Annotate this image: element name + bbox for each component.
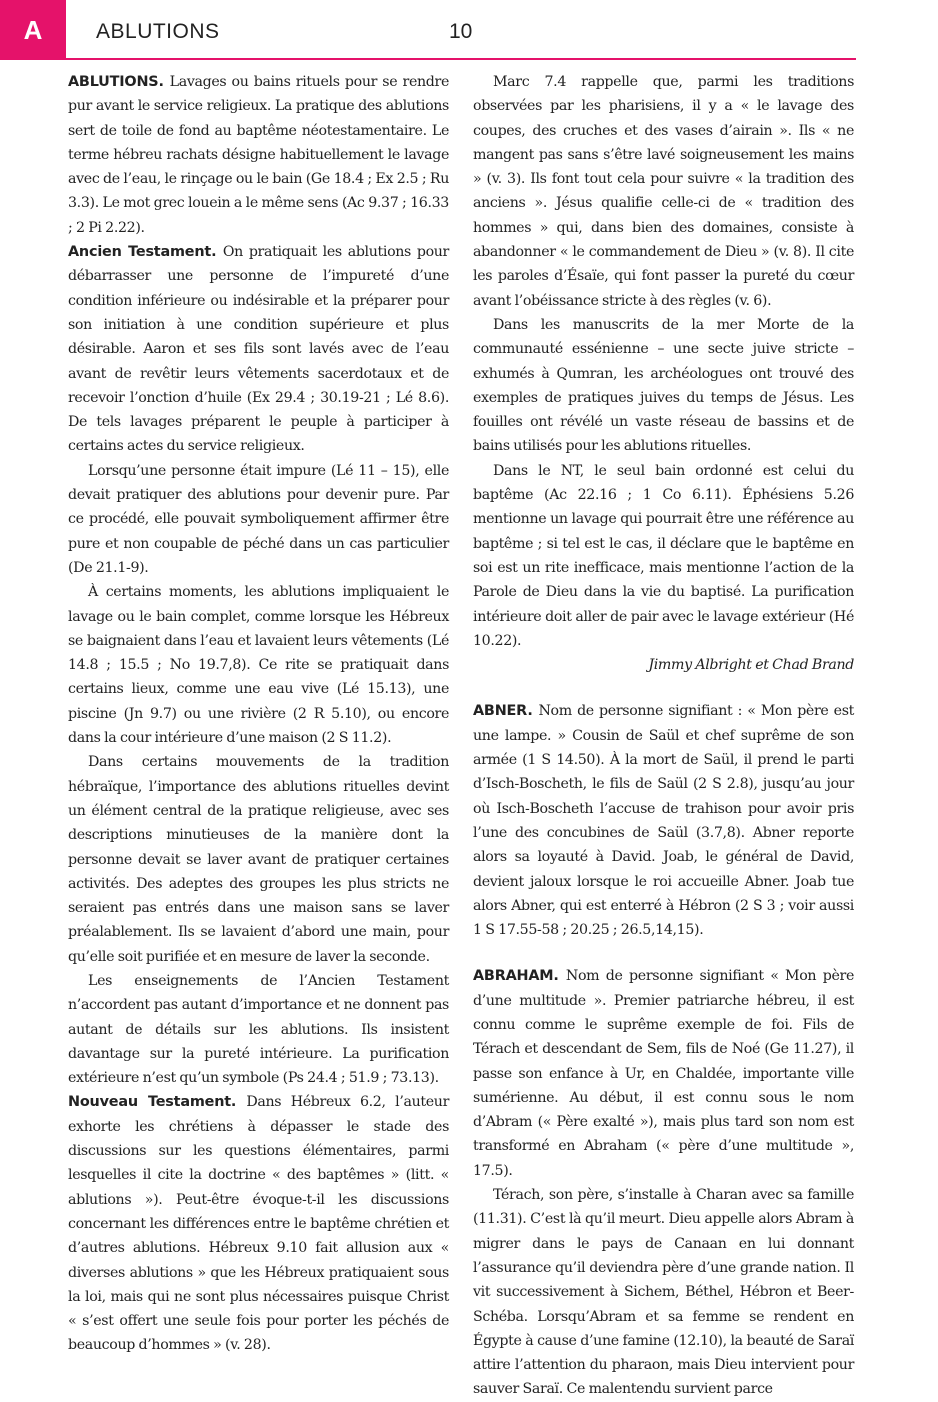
section-letter-tab: A [0, 0, 66, 60]
paragraph: Térach, son père, s’installe à Charan avec sa famille (11.31). C’est là qu’il meurt. Dieu appelle alors Abram à migrer dans le pays de Canaan en lui donnant l’assurance qu’il deviendra père d’une grande nation. Il vit successivement à Sichem, Béthel, Hébron et Beer-Schéba. Lorsqu’Abram et sa femme se rendent en Égypte à cause d’une famine (12.10), la beauté de Saraï attire l’attention du pharaon, mais Dieu intervient pour sauver Saraï. Ce malentendu survient parce [473, 1187, 854, 1398]
paragraph: Marc 7.4 rappelle que, parmi les traditions observées par les pharisiens, il y a « le lavage des coupes, des cruches et des vases d’airain ». Ils « ne mangent pas sans s’être lavé soigneusement les mains » (v. 3). Ils font tout cela pour suivre « la tradition des anciens ». Jésus qualifie celle-ci de « tradition des hommes » qui, dans bien des domaines, consiste à abandonner « le commandement de Dieu » (v. 8). Il cite les paroles d’Ésaïe, qui font passer la pureté du cœur avant l’obéissance stricte à des règles (v. 6). [473, 74, 854, 309]
paragraph: Dans certains mouvements de la tradition hébraïque, l’importance des ablutions rituelles devint un élément central de la pratique religieuse, avec ses descriptions minutieuses de la manière dont la personne devait se laver avant de pratiquer certaines activités. Des adeptes des groupes les plus stricts ne seraient pas entrés dans une maison sans se laver préalablement. Ils se lavaient d’abord une main, pour qu’elle soit purifiée et en mesure de laver la seconde. [68, 754, 449, 965]
running-header [0, 0, 938, 60]
entry-text: Lavages ou bains rituels pour se rendre pur avant le service religieux. La pratique des ablutions sert de toile de fond au baptême néotestamentaire. Le terme hébreu rachats désigne habituellement le lavage avec de l’eau, le rinçage ou le bain (Ge 18.4 ; Ex 2.5 ; Ru 3.3). Le mot grec louein a le même sens (Ac 9.37 ; 16.33 ; 2 Pi 2.22). [68, 74, 450, 236]
entry-abner [473, 699, 854, 942]
entry-text: Nom de personne signifiant : « Mon père est une lampe. » Cousin de Saül et chef suprême de son armée (1 S 14.50). À la mort de Saül, il prend le parti d’Isch-Boscheth, le fils de Saül (2 S 2.8), jusqu’au jour où Isch-Boscheth l’accuse de trahison pour avoir pris l’une des concubines de Saül (3.7,8). Abner reporte alors sa loyauté à David. Joab, le général de David, devient jaloux lorsque le roi accueille Abner. Joab tue alors Abner, qui est enterré à Hébron (2 S 3 ; voir aussi 1 S 17.55-58 ; 20.25 ; 26.5,14,15). [473, 703, 854, 939]
paragraph: Les enseignements de l’Ancien Testament n’accordent pas autant d’importance et ne donnent pas autant de détails sur les ablutions. Ils insistent davantage sur la pureté intérieure. La purification extérieure n’est qu’un symbole (Ps 24.4 ; 51.9 ; 73.13). [68, 972, 449, 1087]
headword-ablutions: ABLUTIONS. [68, 74, 164, 90]
author-credit: Jimmy Albright et Chad Brand [648, 657, 854, 674]
running-title: ABLUTIONS [96, 20, 220, 43]
entry-ablutions-intro [68, 70, 449, 240]
entry-text: Nom de personne signifiant « Mon père d’une multitude ». Premier patriarche hébreu, il est connu comme le suprême exemple de foi. Fils de Térach et descendant de Sem, fils de Noé (Ge 11.27), il passe son enfance à Ur, en Chaldée, importante ville sumérienne. Au début, il est connu sous le nom d’Abram (« Père exalté »), mais plus tard son nom est transformé en Abraham (« père d’une multitude », 17.5). [473, 968, 854, 1179]
paragraph-text: Dans Hébreux 6.2, l’auteur exhorte les chrétiens à dépasser le stade des discussions sur les questions élémentaires, parmi lesquelles il cite la doctrine « des baptêmes » (litt. « ablutions »). Peut-être évoque-t-il les discussions concernant les différences entre le baptême chrétien et d’autres ablutions. Hébreux 9.10 fait allusion aux « diverses ablutions » que les Hébreux pratiquaient sous la loi, mais qui ne sont plus nécessaires puisque Christ « s’est offert une seule fois pour porter les péchés de beaucoup d’hommes » (v. 28). [68, 1094, 450, 1354]
headword-abner: ABNER. [473, 703, 533, 720]
paragraph: Dans le NT, le seul bain ordonné est celui du baptême (Ac 22.16 ; 1 Co 6.11). Éphésiens 5.26 mentionne un lavage qui pourrait être une référence au baptême ; si tel est le cas, il déclare que le baptême en soi est un rite inefficace, mais mentionne l’action de la Parole de Dieu dans la vie du baptisé. La purification intérieure doit aller de pair avec le lavage extérieur (Hé 10.22). [473, 462, 854, 649]
left-column [68, 70, 449, 1358]
headword-abraham: ABRAHAM. [473, 968, 559, 985]
paragraph-text: On pratiquait les ablutions pour débarrasser une personne de l’impureté d’une condition inférieure ou indésirable et la préparer pour son initiation à une condition supérieure et plus désirable. Aaron et ses fils sont lavés avec de l’eau avant de revêtir leurs vêtements sacerdotaux et de recevoir l’onction d’huile (Ex 29.4 ; 30.19-21 ; Lé 8.6). De tels lavages préparent le peuple à participer à certains actes du service religieux. [68, 244, 449, 455]
paragraph: Lorsqu’une personne était impure (Lé 11 – 15), elle devait pratiquer des ablutions pour devenir pure. Par ce procédé, elle pouvait symboliquement affirmer être pure et non coupable de péché dans un cas particulier (De 21.1-9). [68, 462, 449, 576]
section-ancien-testament [68, 240, 449, 459]
header-rule [66, 58, 856, 60]
right-column [473, 70, 854, 1402]
section-nouveau-testament [68, 1090, 449, 1357]
page-number: 10 [449, 20, 473, 43]
entry-abraham [473, 964, 854, 1183]
paragraph: Dans les manuscrits de la mer Morte de la communauté essénienne – une secte juive stricte – exhumés à Qumran, les archéologues ont trouvé des exemples de pratiques juives du temps de Jésus. Les fouilles ont révélé un vaste réseau de bassins et de bains utilisés pour les ablutions rituelles. [473, 316, 854, 455]
paragraph: À certains moments, les ablutions impliquaient le lavage ou le bain complet, comme lorsque les Hébreux se baignaient dans l’eau et lavaient leurs vêtements (Lé 14.8 ; 15.5 ; No 19.7,8). Ce rite se pratiquait dans certains lieux, comme une eau vive (Lé 15.13), une piscine (Jn 9.7) ou une rivière (2 R 5.10), ou encore dans la cour intérieure d’une maison (2 S 11.2). [68, 584, 449, 747]
subhead-nouveau-testament: Nouveau Testament. [68, 1094, 237, 1111]
subhead-ancien-testament: Ancien Testament. [68, 244, 217, 261]
